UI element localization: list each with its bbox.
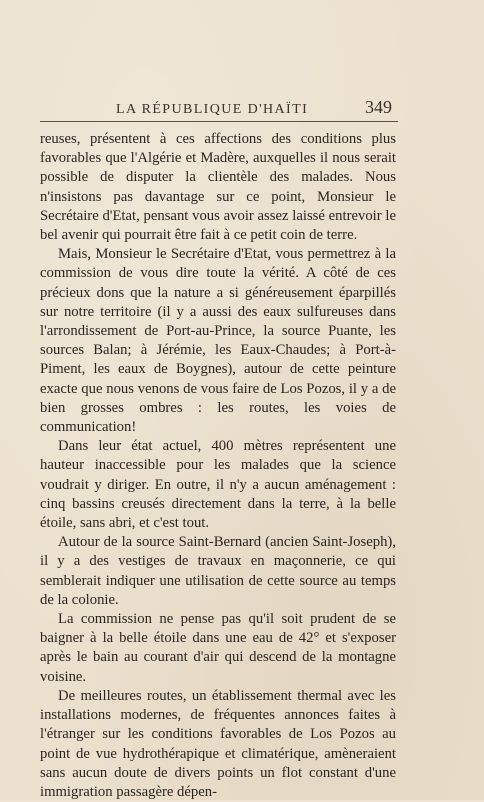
paragraph: reuses, présentent à ces affections des conditions plus favorables que l'Algérie et Madère, auxquelles il nous serait possible de disputer la clientèle des malades. Nous n'insistons pas davantage sur ce point, Monsieur le Secrétaire d'Etat, pensant vous avoir assez laissé entrevoir le bel avenir qui pourrait être fait à ce petit coin de terre. <box>40 131 396 244</box>
paragraph: De meilleures routes, un établissement thermal avec les installations modernes, de fréquentes annonces faites à l'étranger sur les conditions favorables de Los Pozos au point de vue hydrothérapique et climatérique, amèneraient sans aucun doute de divers points un flot constant d'une immigration passagère dépen- <box>40 687 396 800</box>
page-header <box>116 97 392 117</box>
paragraph: La commission ne pense pas qu'il soit prudent de se baigner à la belle étoile dans une eau de 42° et s'exposer après le bain au courant d'air qui descend de la montagne voisine. <box>40 611 396 685</box>
header-rule <box>40 121 398 122</box>
running-head: LA RÉPUBLIQUE D'HAÏTI <box>116 102 309 117</box>
paragraph: Autour de la source Saint-Bernard (ancien Saint-Joseph), il y a des vestiges de travaux en maçonnerie, ce qui semblerait indiquer une utilisation de cette source au temps de la colonie. <box>40 534 396 608</box>
page-number: 349 <box>365 97 392 117</box>
page-body <box>40 130 396 802</box>
paragraph: Mais, Monsieur le Secrétaire d'Etat, vous permettrez à la commission de vous dire toute la vérité. A côté de ces précieux dons que la nature a si généreusement éparpillés sur notre territoire (il y a aussi des eaux sulfureuses dans l'arrondissement de Port-au-Prince, la source Puante, les sources Balan; à Jérémie, les Eaux-Chaudes; à Port-à-Piment, les eaux de Boygnes), autour de cette peinture exacte que nous venons de vous faire de Los Pozos, il y a de bien grosses ombres : les routes, les voies de communication! <box>40 246 396 436</box>
paragraph: Dans leur état actuel, 400 mètres représentent une hauteur inaccessible pour les malades que la science voudrait y diriger. En outre, il n'y a aucun aménagement : cinq bassins creusés directement dans la terre, à la belle étoile, sans abri, et c'est tout. <box>40 438 396 532</box>
